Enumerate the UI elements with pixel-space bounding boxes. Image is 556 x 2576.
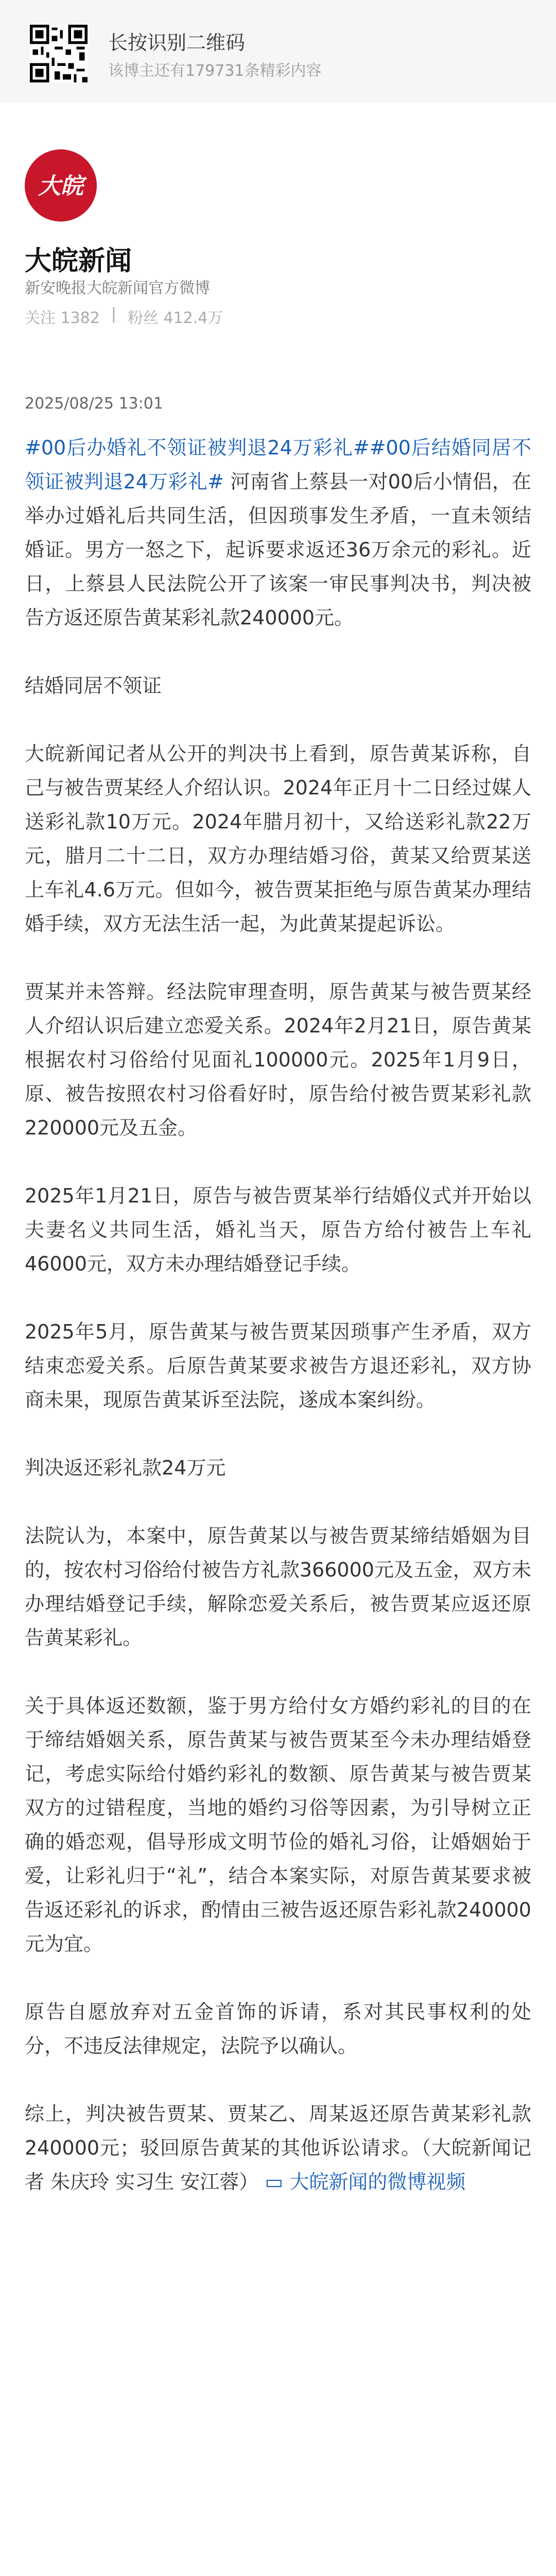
avatar[interactable] bbox=[25, 149, 97, 222]
publish-time: 2025/08/25 13:01 bbox=[25, 395, 163, 413]
post-intro bbox=[25, 431, 531, 635]
avatar-logo-text: 大皖 bbox=[38, 173, 83, 199]
paragraph: 关于具体返还数额，鉴于男方给付女方婚约彩礼的目的在于缔结婚姻关系，原告黄某与被告贾某至今未办理结婚登记，考虑实际给付婚约彩礼的数额、原告黄某与被告贾某双方的过错程度，当地的婚约习俗等因素，为引导树立正确的婚恋观，倡导形成文明节俭的婚礼习俗，让婚姻始于爱，让彩礼归于“礼”，结合本案实际，对原告黄某要求被告返还彩礼的诉求，酌情由三被告返还原告彩礼款240000元为宜。 bbox=[25, 1694, 531, 1955]
account-description: 新安晚报大皖新闻官方微博 bbox=[25, 279, 210, 297]
paragraph: 贾某并未答辩。经法院审理查明，原告黄某与被告贾某经人介绍认识后建立恋爱关系。2024年2月21日，原告黄某根据农村习俗给付见面礼100000元。2025年1月9日，原、被告按照农村习俗看好时，原告给付被告贾某彩礼款220000元及五金。 bbox=[25, 980, 531, 1139]
fans-count: 粉丝 412.4万 bbox=[128, 309, 223, 327]
account-stats bbox=[25, 305, 223, 328]
paragraph: 大皖新闻记者从公开的判决书上看到，原告黄某诉称，自己与被告贾某经人介绍认识。2024年正月十二日经过媒人送彩礼款10万元。2024年腊月初十，又给送彩礼款22万元，腊月二十二日，双方办理结婚习俗，黄某又给贾某送上车礼4.6万元。但如今，被告贾某拒绝与原告黄某办理结婚手续，双方无法生活一起，为此黄某提起诉讼。 bbox=[25, 742, 531, 935]
paragraph: 2025年5月，原告黄某与被告贾某因琐事产生矛盾，双方结束恋爱关系。后原告黄某要求被告方退还彩礼，双方协商未果，现原告黄某诉至法院，遂成本案纠纷。 bbox=[25, 1320, 531, 1411]
paragraph: 原告自愿放弃对五金首饰的诉请，系对其民事权利的处分，不违反法律规定，法院予以确认。 bbox=[25, 2001, 531, 2057]
paragraph: 法院认为，本案中，原告黄某以与被告贾某缔结婚姻为目的，按农村习俗给付被告方礼款366000元及五金，双方未办理结婚登记手续，解除恋爱关系后，被告贾某应返还原告黄某彩礼。 bbox=[25, 1524, 531, 1649]
hashtag-link[interactable]: #00后结婚同居不领证被判退24万彩礼# bbox=[25, 436, 531, 493]
qr-code-icon[interactable] bbox=[30, 25, 88, 82]
follow-count: 关注 1382 bbox=[25, 309, 100, 327]
paragraph: 2025年1月21日，原告与被告贾某举行结婚仪式并开始以夫妻名义共同生活，婚礼当天，原告方给付被告上车礼46000元，双方未办理结婚登记手续。 bbox=[25, 1184, 531, 1275]
post-content bbox=[25, 431, 531, 2233]
account-name[interactable]: 大皖新闻 bbox=[25, 246, 132, 277]
stats-divider: | bbox=[111, 305, 116, 323]
top-banner-subtitle: 该博主还有179731条精彩内容 bbox=[108, 62, 322, 80]
top-banner-title: 长按识别二维码 bbox=[108, 31, 246, 54]
hashtag-link[interactable]: #00后办婚礼不领证被判退24万彩礼# bbox=[25, 436, 370, 459]
section-heading: 结婚同居不领证 bbox=[25, 674, 162, 697]
top-banner bbox=[0, 0, 556, 103]
intro-text: 河南省上蔡县一对00后小情侣，在举办过婚礼后共同生活，但因琐事发生矛盾，一直未领结婚证。男方一怒之下，起诉要求返还36万余元的彩礼。近日，上蔡县人民法院公开了该案一审民事判决书，判决被告方返还原告黄某彩礼款240000元。 bbox=[25, 470, 532, 629]
closing-text: 综上，判决被告贾某、贾某乙、周某返还原告黄某彩礼款240000元；驳回原告黄某的其他诉讼请求。（大皖新闻记者 朱庆玲 实习生 安江蓉） bbox=[25, 2103, 531, 2193]
section-heading: 判决返还彩礼款24万元 bbox=[25, 1456, 226, 1479]
video-link[interactable] bbox=[265, 2171, 465, 2193]
paragraph bbox=[25, 2097, 531, 2199]
video-link-label: 大皖新闻的微博视频 bbox=[289, 2171, 466, 2193]
video-link-icon: ▭ bbox=[265, 2171, 284, 2193]
